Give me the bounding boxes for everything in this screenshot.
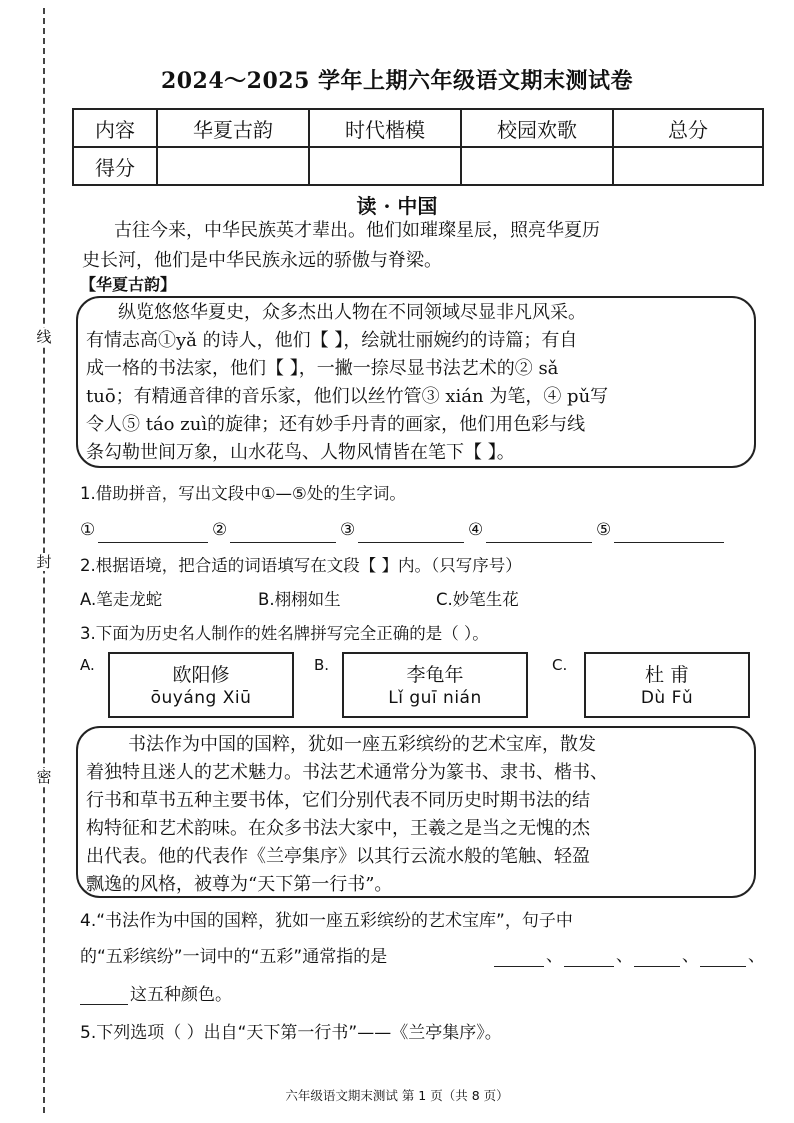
page-footer: 六年级语文期末测试 第 1 页（共 8 页） [285, 1088, 509, 1103]
q2-option-b[interactable]: B.栩栩如生 [258, 590, 341, 609]
q3-option-a-label: A. [80, 656, 95, 674]
q4-blank-4[interactable] [700, 944, 746, 967]
q2-option-c[interactable]: C.妙笔生花 [436, 590, 519, 609]
q1-mark-4: ④ [468, 520, 484, 540]
passage2-line-4: 构特征和艺术韵味。在众多书法大家中，王羲之是当之无愧的杰 [86, 818, 590, 839]
question-5: 5.下列选项（ ）出自“天下第一行书”——《兰亭集序》。 [80, 1023, 502, 1043]
q3-card-c-pinyin: Dù Fǔ [640, 688, 694, 708]
q1-mark-1: ① [80, 520, 96, 540]
score-header-huaxia: 华夏古韵 [157, 109, 309, 147]
q1-answer-row [80, 520, 740, 546]
q4-blank-3[interactable] [634, 944, 680, 967]
q3-card-a-pinyin: ōuyáng Xiū [150, 688, 252, 708]
q1-mark-3: ③ [340, 520, 356, 540]
passage1-line-6: 条勾勒世间万象，山水花鸟、人物风情皆在笔下【 】。 [86, 442, 515, 463]
score-header-xiaoyuan: 校园欢歌 [461, 109, 613, 147]
passage2-line-6: 飘逸的风格，被尊为“天下第一行书”。 [86, 874, 393, 895]
binding-char-feng: 封 [34, 553, 54, 571]
q3-option-b-label: B. [314, 656, 330, 674]
q4-blank-2[interactable] [564, 944, 614, 967]
binding-char-xian: 线 [34, 328, 54, 346]
score-cell-shidai[interactable] [309, 147, 461, 185]
passage1-line-2: 有情志高①yǎ 的诗人，他们【 】，绘就壮丽婉约的诗篇；有自 [86, 330, 578, 351]
q1-mark-2: ② [212, 520, 228, 540]
section-title: 读 · 中国 [356, 194, 438, 218]
score-table [72, 108, 764, 186]
q4-blank-1[interactable] [494, 944, 544, 967]
q3-card-a-name: 欧阳修 [172, 664, 230, 686]
q4-sep-1: 、 [546, 946, 563, 966]
passage2-line-1: 书法作为中国的国粹，犹如一座五彩缤纷的艺术宝库，散发 [128, 734, 596, 755]
q3-card-c-name: 杜 甫 [644, 664, 690, 686]
q1-blank-5[interactable] [614, 520, 724, 543]
intro-line-2: 史长河，他们是中华民族永远的骄傲与脊梁。 [82, 250, 442, 271]
passage1-line-1: 纵览悠悠华夏史，众多杰出人物在不同领域尽显非凡风采。 [118, 302, 586, 323]
exam-title: 2024～2025 学年上期六年级语文期末测试卷 [160, 68, 634, 94]
q3-card-b-name: 李龟年 [406, 664, 464, 686]
score-header-total: 总分 [613, 109, 763, 147]
score-cell-xiaoyuan[interactable] [461, 147, 613, 185]
question-3: 3.下面为历史名人制作的姓名牌拼写完全正确的是（ ）。 [80, 624, 489, 643]
score-table-header-row [73, 109, 763, 147]
q1-blank-4[interactable] [486, 520, 592, 543]
question-4-line-3: 这五种颜色。 [130, 985, 232, 1005]
score-table-score-row [73, 147, 763, 185]
score-header-content: 内容 [73, 109, 157, 147]
question-1: 1.借助拼音，写出文段中①—⑤处的生字词。 [80, 484, 406, 503]
score-cell-huaxia[interactable] [157, 147, 309, 185]
q4-blank-5[interactable] [80, 982, 128, 1005]
q3-card-b[interactable] [342, 652, 528, 718]
passage2-line-5: 出代表。他的代表作《兰亭集序》以其行云流水般的笔触、轻盈 [86, 846, 590, 867]
q3-option-c-label: C. [552, 656, 568, 674]
score-header-shidai: 时代楷模 [309, 109, 461, 147]
q1-mark-5: ⑤ [596, 520, 612, 540]
passage1-line-3: 成一格的书法家，他们【 】，一撇一捺尽显书法艺术的② sǎ [86, 358, 559, 379]
question-4-line-1: 4.“书法作为中国的国粹，犹如一座五彩缤纷的艺术宝库”，句子中 [80, 911, 573, 931]
score-row-label: 得分 [73, 147, 157, 185]
question-4-line-2: 的“五彩缤纷”一词中的“五彩”通常指的是 [80, 947, 388, 967]
q4-sep-2: 、 [616, 946, 633, 966]
q4-sep-4: 、 [748, 946, 765, 966]
q1-blank-2[interactable] [230, 520, 336, 543]
score-cell-total[interactable] [613, 147, 763, 185]
q3-card-a[interactable] [108, 652, 294, 718]
passage2-line-2: 着独特且迷人的艺术魅力。书法艺术通常分为篆书、隶书、楷书、 [86, 762, 608, 783]
question-2: 2.根据语境，把合适的词语填写在文段【 】内。（只写序号） [80, 556, 522, 575]
sub-title-huaxia: 【华夏古韵】 [80, 275, 177, 294]
q3-card-b-pinyin: Lǐ guī nián [388, 688, 482, 708]
binding-char-mi: 密 [34, 768, 54, 786]
passage1-line-4: tuō；有精通音律的音乐家，他们以丝竹管③ xián 为笔，④ pǔ写 [86, 386, 609, 407]
q3-card-c[interactable] [584, 652, 750, 718]
q2-option-a[interactable]: A.笔走龙蛇 [80, 590, 163, 609]
intro-line-1: 古往今来，中华民族英才辈出。他们如璀璨星辰，照亮华夏历 [114, 220, 600, 241]
q1-blank-3[interactable] [358, 520, 464, 543]
passage2-line-3: 行书和草书五种主要书体，它们分别代表不同历史时期书法的结 [86, 790, 590, 811]
q4-sep-3: 、 [682, 946, 699, 966]
q1-blank-1[interactable] [98, 520, 208, 543]
passage1-line-5: 令人⑤ táo zuì的旋律；还有妙手丹青的画家，他们用色彩与线 [86, 414, 586, 435]
